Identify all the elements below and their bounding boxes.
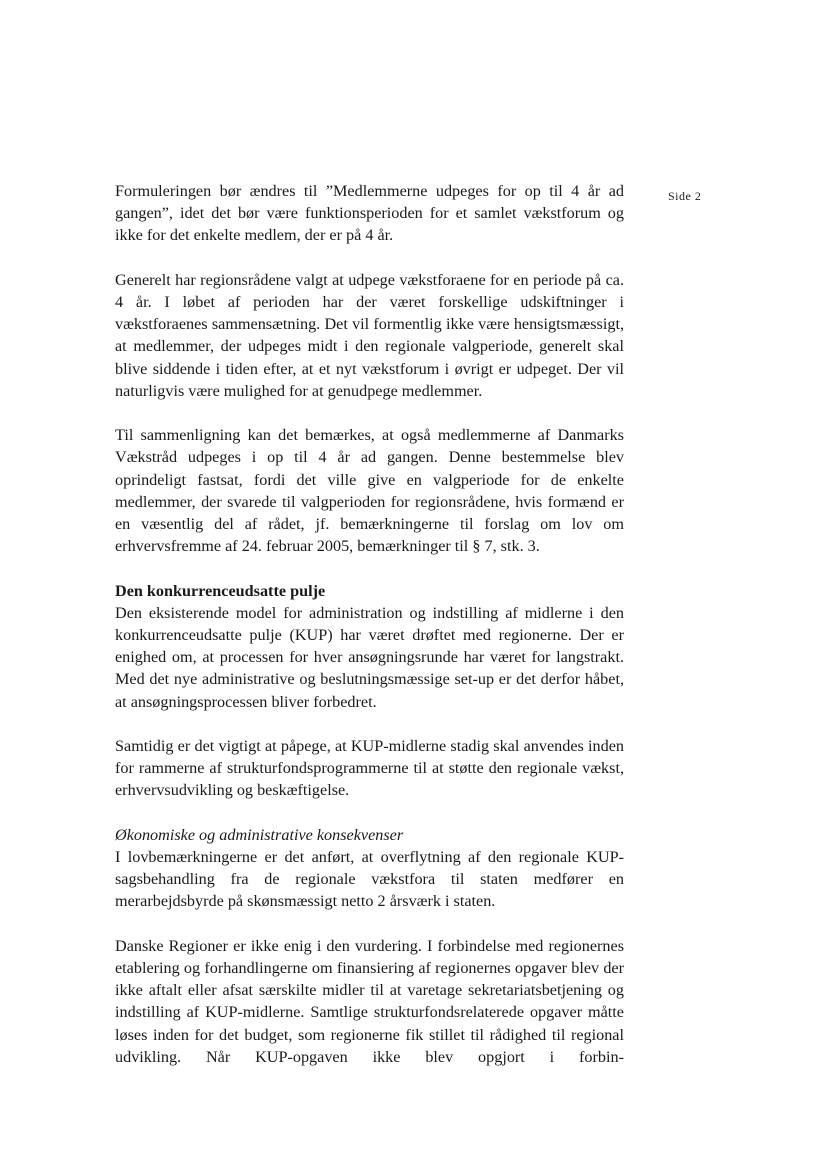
paragraph-2: Generelt har regionsrådene valgt at udpege vækstforaene for en periode på ca. 4 år. I løbet af perioden har der været forskellige udskiftninger i vækstforaenes sammensætning. Det vil formentlig ikke være hensigtsmæssigt, at medlemmer, der udpeges midt i den regionale valgperiode, generelt skal blive siddende i tiden efter, at et nyt vækstforum i øvrigt er udpeget. Der vil naturligvis være mulighed for at genudpege medlemmer. [115,270,624,400]
paragraph-4: Den eksisterende model for administration og indstilling af midlerne i den konkurrenceudsatte pulje (KUP) har været drøftet med regionerne. Der er enighed om, at processen for hver ansøgningsrunde har været for langstrakt. Med det nye administrative og beslutningsmæssige set-up er det derfor håbet, at ansøgningsprocessen bliver forbedret. [115,603,624,711]
paragraph-7: Danske Regioner er ikke enig i den vurdering. I forbindelse med regionernes etablering og forhandlingerne om finansiering af regionernes opgaver blev der ikke aftalt eller afsat særskilte midler til at varetage sekretariatsbetjening og indstilling af KUP-midlerne. Samtlige strukturfondsrelaterede opgaver måtte løses inden for det budget, som regionerne fik stillet til rådighed til regional udvikling. Når KUP-opgaven ikke blev opgjort i forbin- [115,936,624,1066]
page-number: Side 2 [668,189,702,203]
document-body [115,180,624,1068]
subheading-economic-consequences: Økonomiske og administrative konsekvenser [115,825,404,844]
paragraph-5: Samtidig er det vigtigt at påpege, at KUP-midlerne stadig skal anvendes inden for rammerne af strukturfondsprogrammerne til at støtte den regionale vækst, erhvervsudvikling og beskæftigelse. [115,737,624,800]
paragraph-3: Til sammenligning kan det bemærkes, at også medlemmerne af Danmarks Vækstråd udpeges i op til 4 år ad gangen. Denne bestemmelse blev oprindeligt fastsat, fordi det ville give en valgperiode for de enkelte medlemmer, der svarede til valgperioden for regionsrådene, hvis formænd er en væsentlig del af rådet, jf. bemærkningerne til forslag om lov om erhvervsfremme af 24. februar 2005, bemærkninger til § 7, stk. 3. [115,426,624,556]
paragraph-1: Formuleringen bør ændres til ”Medlemmerne udpeges for op til 4 år ad gangen”, idet det bør være funktionsperioden for et samlet vækstforum og ikke for det enkelte medlem, der er på 4 år. [115,182,624,245]
paragraph-6: I lovbemærkningerne er det anført, at overflytning af den regionale KUP-sagsbehandling fra de regionale vækstfora til staten medfører en merarbejdsbyrde på skønsmæssigt netto 2 årsværk i staten. [115,848,624,911]
section-heading-kup: Den konkurrenceudsatte pulje [115,581,326,600]
